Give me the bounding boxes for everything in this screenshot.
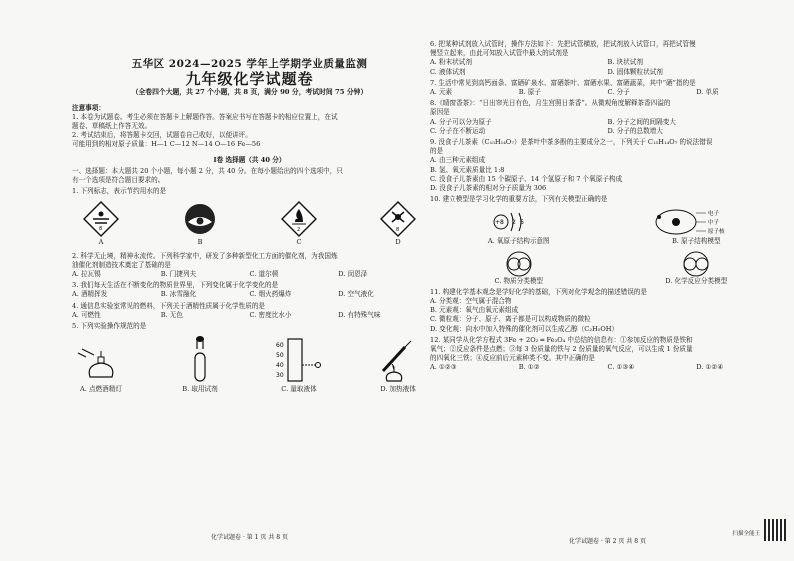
option[interactable]: A. 氧原子结构示意图 — [487, 237, 550, 246]
exam-subject-title: 九年级化学试题卷 — [185, 70, 314, 89]
notice-line: 1. 本卷为试题卷。考生必须在答题卡上解题作答。答案应书写在答题卡的相应位置上，在试 — [72, 112, 338, 121]
question-8-cont: 原因是 — [430, 108, 450, 117]
tick-label: 30 — [276, 372, 284, 380]
option[interactable]: A. 分类观：空气属于混合物 — [430, 297, 512, 306]
heating-liquid-icon — [373, 335, 423, 385]
question-9: 9. 没食子儿茶素（C₁₅H₁₄O₇）是茶叶中茶多酚的主要成分之一，下列关于 C₁₅H₁₄O₇ 的说法错误 — [430, 138, 713, 147]
q1-option-c — [280, 200, 318, 247]
option[interactable]: C. ①③④ — [607, 363, 635, 372]
option[interactable]: A. 粉末状试剂 — [430, 58, 472, 67]
option[interactable]: D. 闵恩泽 — [338, 270, 368, 279]
question-9-cont: 的是 — [430, 147, 444, 156]
question-8: 8.《晴窗香茶》：“日出帘光日有色，月生宫照日茶香”。从微观角度解释茶香四溢的 — [430, 99, 671, 108]
q10-option-b — [608, 207, 786, 246]
option[interactable]: C. 物质分类模型 — [494, 276, 544, 285]
option[interactable]: A. 由三种元素组成 — [430, 156, 486, 165]
tick-label: 60 — [276, 342, 284, 350]
option[interactable]: A. 酒精挥发 — [72, 290, 108, 299]
option[interactable]: B. 元素观：氧气由氧元素组成 — [430, 306, 519, 315]
water-saving-icon — [181, 200, 219, 238]
q1-figures — [72, 200, 427, 247]
option[interactable]: D. 固体颗粒状试剂 — [607, 67, 663, 76]
atom-model-diagram — [651, 207, 741, 237]
q1-option-a — [82, 200, 120, 247]
option[interactable]: A. ①②③ — [430, 363, 457, 372]
option[interactable]: D. 化学反应分类模型 — [665, 276, 728, 285]
question-3: 3. 我们每天生活在不断变化的物质世界里，下列变化属于化学变化的是 — [72, 281, 279, 290]
question-2: 2. 科学无止境，精神永流传。下列科学家中，研发了多种新型化工方面的催化剂，为我国炼 — [72, 251, 338, 260]
reaction-classification-diagram — [671, 251, 721, 277]
option-label: D — [395, 238, 401, 247]
svg-text:8: 8 — [396, 227, 400, 234]
svg-text:8: 8 — [99, 226, 103, 233]
section-intro: 一、选择题：本大题共 20 个小题，每小题 2 分，共 40 分。在每小题给出的四个选项中，只 — [72, 166, 343, 175]
q5-option-d — [373, 335, 423, 394]
option[interactable]: B. 门捷列夫 — [160, 270, 197, 279]
option[interactable]: D. 没食子儿茶素的相对分子质量为 306 — [430, 184, 547, 193]
option[interactable]: B. 分子之间的间隔变大 — [607, 117, 676, 126]
option[interactable]: C. 密度比水小 — [249, 310, 292, 319]
tick-label: 40 — [276, 362, 284, 370]
flammable-gas-icon — [280, 200, 318, 238]
option[interactable]: C. 量取液体 — [281, 385, 317, 394]
option[interactable]: B. 取用试剂 — [182, 385, 218, 394]
option-label: B — [197, 238, 203, 247]
question-12-cont: 的四氧化三铁；④反应前后元素种类不变。其中正确的是 — [430, 354, 595, 363]
q5-figures — [72, 335, 427, 394]
option[interactable]: C. 分子 — [607, 88, 630, 97]
q6-options — [430, 58, 785, 76]
q5-option-b — [175, 335, 225, 394]
question-6-cont: 慢竖立起来，由此可知放入试管中最大的试剂是 — [430, 49, 569, 58]
nucleus-label: +8 — [494, 219, 504, 227]
option[interactable]: C. 分子在不断运动 — [430, 126, 486, 135]
q5-option-a — [76, 335, 126, 394]
scanner-watermark: 扫描全能王 — [732, 531, 760, 537]
matter-classification-diagram — [494, 251, 544, 277]
option[interactable]: D. 加热液体 — [380, 385, 416, 394]
option[interactable]: D. 空气液化 — [338, 290, 374, 299]
question-12-cont: 氧气；②反应条件是点燃；③每 3 份质量的铁与 2 份质量的氧气反应，可以生成 1 份质量 — [430, 345, 693, 354]
test-tube-dropper-icon — [175, 335, 225, 385]
option[interactable]: D. 有特殊气味 — [338, 310, 381, 319]
notice-line: 题卷、草稿纸上作答无效。 — [72, 122, 152, 131]
option[interactable]: B. ①② — [518, 363, 540, 372]
q12-options — [430, 363, 785, 372]
page-2 — [430, 40, 785, 550]
graduated-cylinder-icon — [274, 335, 324, 385]
question-7: 7. 生活中常见到高钙面条、富硒矿泉水、富硒茶叶、富硒水果、富硒蔬菜，其中“硒”指的是 — [430, 78, 696, 87]
option[interactable]: D. 分子的总数增大 — [607, 126, 663, 135]
option[interactable]: C. 烟火药爆炸 — [249, 290, 292, 299]
option[interactable]: B. 冰雪融化 — [160, 290, 197, 299]
page-footer: 化学试题卷 · 第 2 页 共 8 页 — [569, 537, 646, 545]
atomic-mass-line: 可能用到的相对原子质量：H—1 C—12 N—14 O—16 Fe—56 — [72, 140, 261, 149]
section-title: Ⅰ卷 选择题（共 40 分） — [213, 155, 286, 164]
svg-text:2: 2 — [511, 219, 516, 227]
option[interactable]: B. 无色 — [160, 310, 183, 319]
option[interactable]: D. 单质 — [696, 88, 719, 97]
question-1: 1. 下列标志，表示节约用水的是 — [72, 187, 167, 196]
svg-text:6: 6 — [519, 219, 524, 227]
svg-text:2: 2 — [297, 227, 301, 234]
qr-code-icon — [764, 519, 786, 541]
option[interactable]: C. 液体试剂 — [430, 67, 466, 76]
exam-info: （全卷四个大题，共 27 个小题，共 8 页，满分 90 分，考试时间 75 分钟） — [131, 88, 368, 97]
option[interactable]: D. 变化观：向水中加入特殊的催化剂可以生成乙醇（C₂H₅OH） — [430, 324, 619, 333]
option[interactable]: B. 块状试剂 — [607, 58, 643, 67]
atom-structure-diagram — [489, 207, 549, 237]
q1-option-d — [379, 200, 417, 247]
q2-options — [72, 270, 427, 279]
alcohol-lamp-icon — [76, 335, 126, 385]
q8-options — [430, 118, 785, 136]
toxic-hazard-icon — [379, 200, 417, 238]
q5-option-c — [274, 335, 324, 394]
hazard-diamond-icon — [82, 200, 120, 238]
question-12: 12. 某同学从化学方程式 3Fe + 2O₂ ═ Fe₃O₄ 中总结的信息有：①参加反应的物质是铁和 — [430, 335, 693, 344]
q10-option-a — [430, 207, 608, 246]
question-4: 4. 通信息实验室常见的燃料，下列关于酒精性质属于化学性质的是 — [72, 301, 266, 310]
option[interactable]: A. 分子可以分为原子 — [430, 117, 492, 126]
question-2-cont: 油催化剂制造技术奠定了基础的是 — [72, 260, 171, 269]
notice-heading: 注意事项： — [72, 103, 105, 112]
question-11: 11. 构建化学基本观念是学好化学的基础，下列对化学观念的描述错误的是 — [430, 287, 647, 296]
notice-line: 2. 考试结束后，将答题卡交回，试题卷自己收好，以便讲评。 — [72, 131, 252, 140]
exam-title: 五华区 2024—2025 学年上学期学业质量监测 — [131, 58, 368, 70]
page-1 — [72, 38, 427, 548]
option-label: A — [98, 238, 104, 247]
q10-option-d — [608, 251, 786, 286]
option[interactable]: A. 拉瓦锡 — [72, 270, 101, 279]
option[interactable]: A. 可燃性 — [72, 310, 101, 319]
option[interactable]: D. ①②④ — [696, 363, 724, 372]
option[interactable]: C. 微粒观：分子、原子、离子都是可以构成物质的微粒 — [430, 315, 591, 324]
tick-label: 50 — [276, 352, 284, 360]
q3-options — [72, 290, 427, 299]
question-6: 6. 把某种试剂放入试管时，操作方法如下：先把试管横放，把试剂放入试管口，再把试管慢 — [430, 40, 696, 48]
option[interactable]: A. 点燃酒精灯 — [80, 385, 122, 394]
option[interactable]: B. 原子 — [518, 88, 541, 97]
q10-figures — [430, 207, 785, 285]
q10-option-c — [430, 251, 608, 286]
option[interactable]: A. 元素 — [430, 88, 453, 97]
nucleus-label: 原子核 — [708, 229, 725, 236]
section-intro: 有一个选项是符合题目要求的。 — [72, 176, 165, 185]
option-label: C — [296, 238, 302, 247]
page-footer: 化学试题卷 · 第 1 页 共 8 页 — [211, 533, 288, 541]
question-10: 10. 建立模型是学习化学的重要方法，下列有关模型正确的是 — [430, 195, 608, 204]
option[interactable]: C. 道尔顿 — [249, 270, 279, 279]
option[interactable]: C. 没食子儿茶素由 15 个碳原子、14 个氢原子和 7 个氧原子构成 — [430, 174, 623, 183]
q1-option-b — [181, 200, 219, 247]
question-5: 5. 下列实验操作规范的是 — [72, 322, 147, 331]
electron-label: 电子 — [708, 211, 720, 218]
neutron-label: 中子 — [708, 220, 720, 227]
q7-options — [430, 88, 785, 97]
option[interactable]: B. 原子结构模型 — [671, 237, 721, 246]
option[interactable]: B. 氢、氧元素质量比 1:8 — [430, 165, 505, 174]
q4-options — [72, 311, 427, 320]
